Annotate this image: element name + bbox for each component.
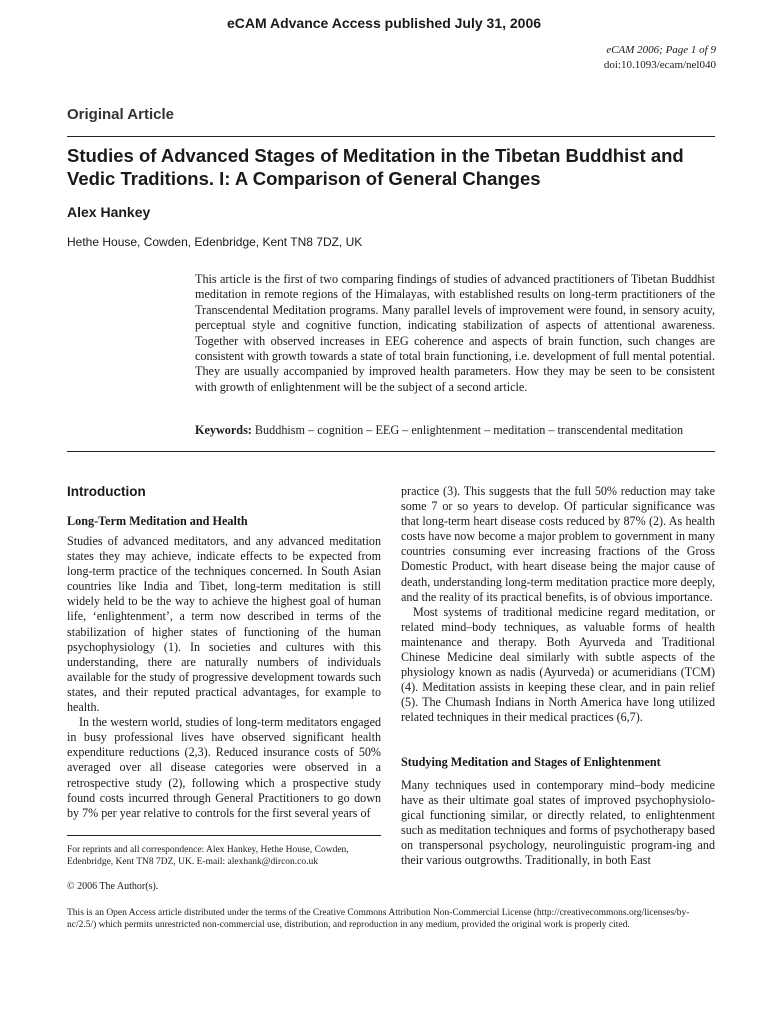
paragraph: Studies of advanced meditators, and any advanced meditation states they may achieve, indicate effects to be expected from long-term practice of the techniques concerned. In South Asian countries like India and Tibet, long-term meditation is still widely held to be the way to achieve the highest goal of human life, ‘enlightenment’, a term now described in terms of the stabilization of higher states of functioning of the human psychophysiology (1). In societies and cultures with this understanding, there are naturally numbers of individuals available for the study of progressive development towards such states, and their reputed practical advantages, for example to health. (67, 534, 381, 715)
author-affiliation: Hethe House, Cowden, Edenbridge, Kent TN8 7DZ, UK (67, 235, 363, 249)
title-top-rule (67, 136, 715, 137)
abstract-bottom-rule (67, 451, 715, 452)
section-heading-introduction: Introduction (67, 484, 146, 499)
footnote-rule (67, 835, 381, 836)
right-column (401, 484, 715, 726)
paragraph: practice (3). This suggests that the full 50% reduction may take some 7 or so years to develop. Of particular significance was that long-term heart disease costs reduced by 87% (2). As health costs have now become a major problem to government in many countries consuming ever increasing fractions of the Gross Domestic Product, with heart disease being the major cause of death, understanding long-term meditation practice more deeply, and the reality of its practical benefits, is of obvious importance. (401, 484, 715, 604)
left-column (67, 534, 381, 821)
license-notice: This is an Open Access article distributed under the terms of the Creative Commons Attribution Non-Commercial License (http://creativecommons.org/licenses/by-nc/2.5/) which permits unrestricted non-commercial use, distribution, and reproduction in any medium, provided the original work is properly cited. (67, 908, 690, 930)
publication-banner: eCAM Advance Access published July 31, 2006 (226, 15, 542, 31)
subsection-heading-enlightenment: Studying Meditation and Stages of Enlightenment (401, 755, 661, 769)
subsection-heading-long-term: Long-Term Meditation and Health (67, 514, 248, 528)
copyright-notice: © 2006 The Author(s). (67, 881, 159, 892)
article-type: Original Article (67, 106, 174, 123)
paragraph: Most systems of traditional medicine regard meditation, or related mind–body techniques, as valuable forms of health maintenance and therapy. Both Ayurveda and Traditional Chinese Medicine deal similarly with subtle aspects of the physiology known as nadis (Ayurveda) or acumeridians (TCM) (4). Meditation assists in keeping these clear, and in pain relief (5). The Chumash Indians in North America have long utilized related techniques in their medical practices (6,7). (401, 604, 715, 725)
author-name: Alex Hankey (67, 204, 151, 220)
abstract: This article is the first of two comparing findings of studies of advanced practitioners of Tibetan Buddhist meditation in remote regions of the Himalayas, with established results on long-term practitioners of the Transcendental Meditation programs. Many parallel levels of improvement were found, in sensory acuity, perceptual style and cognitive function, indicating stabilization of aspects of attentional awareness. Together with observed increases in EEG coherence and aspects of brain function, such changes are consistent with growth towards a state of total brain functioning, i.e. development of full mental potential. They are usually accompanied by improved health parameters. How they may be seen to be consistent with growth of enlightenment will be the subject of a second article. (195, 272, 715, 394)
paragraph: In the western world, studies of long-term meditators engaged in busy professional lives have observed significant health expenditure reductions (2,3). Reduced insurance costs of 50% averaged over all disease categories were observed in a retrospective study (2), following which a prospective study found costs incurred through General Practitioners to go down by 7% per year relative to controls for the first several years of (67, 715, 381, 820)
right-column-continued (401, 778, 715, 869)
keywords-label: Keywords: (195, 423, 252, 437)
keywords-list: Buddhism – cognition – EEG – enlightenment – meditation – transcendental meditation (254, 423, 684, 437)
journal-page: eCAM 2006; Page 1 of 9 (606, 44, 716, 56)
paragraph: Many techniques used in contemporary mind–body medicine have as their ultimate goal states of improved psychophysiolo-gical functioning similar, or directly related, to enlightenment such as meditation techniques and forms of psychotherapy based on transpersonal psychology, neurolinguistic program-ing and their various outgrowths. Traditionally, in both East (401, 778, 715, 868)
correspondence-footnote: For reprints and all correspondence: Alex Hankey, Hethe House, Cowden, Edenbridge, Kent TN8 7DZ, UK. E-mail: alexhank@dircon.co.uk (67, 845, 349, 867)
article-title: Studies of Advanced Stages of Meditation in the Tibetan Buddhist and Vedic Traditions. I: A Comparison of General Changes (67, 145, 684, 189)
citation-block (604, 43, 716, 73)
keywords (195, 423, 715, 438)
doi[interactable]: doi:10.1093/ecam/nel040 (603, 59, 716, 71)
